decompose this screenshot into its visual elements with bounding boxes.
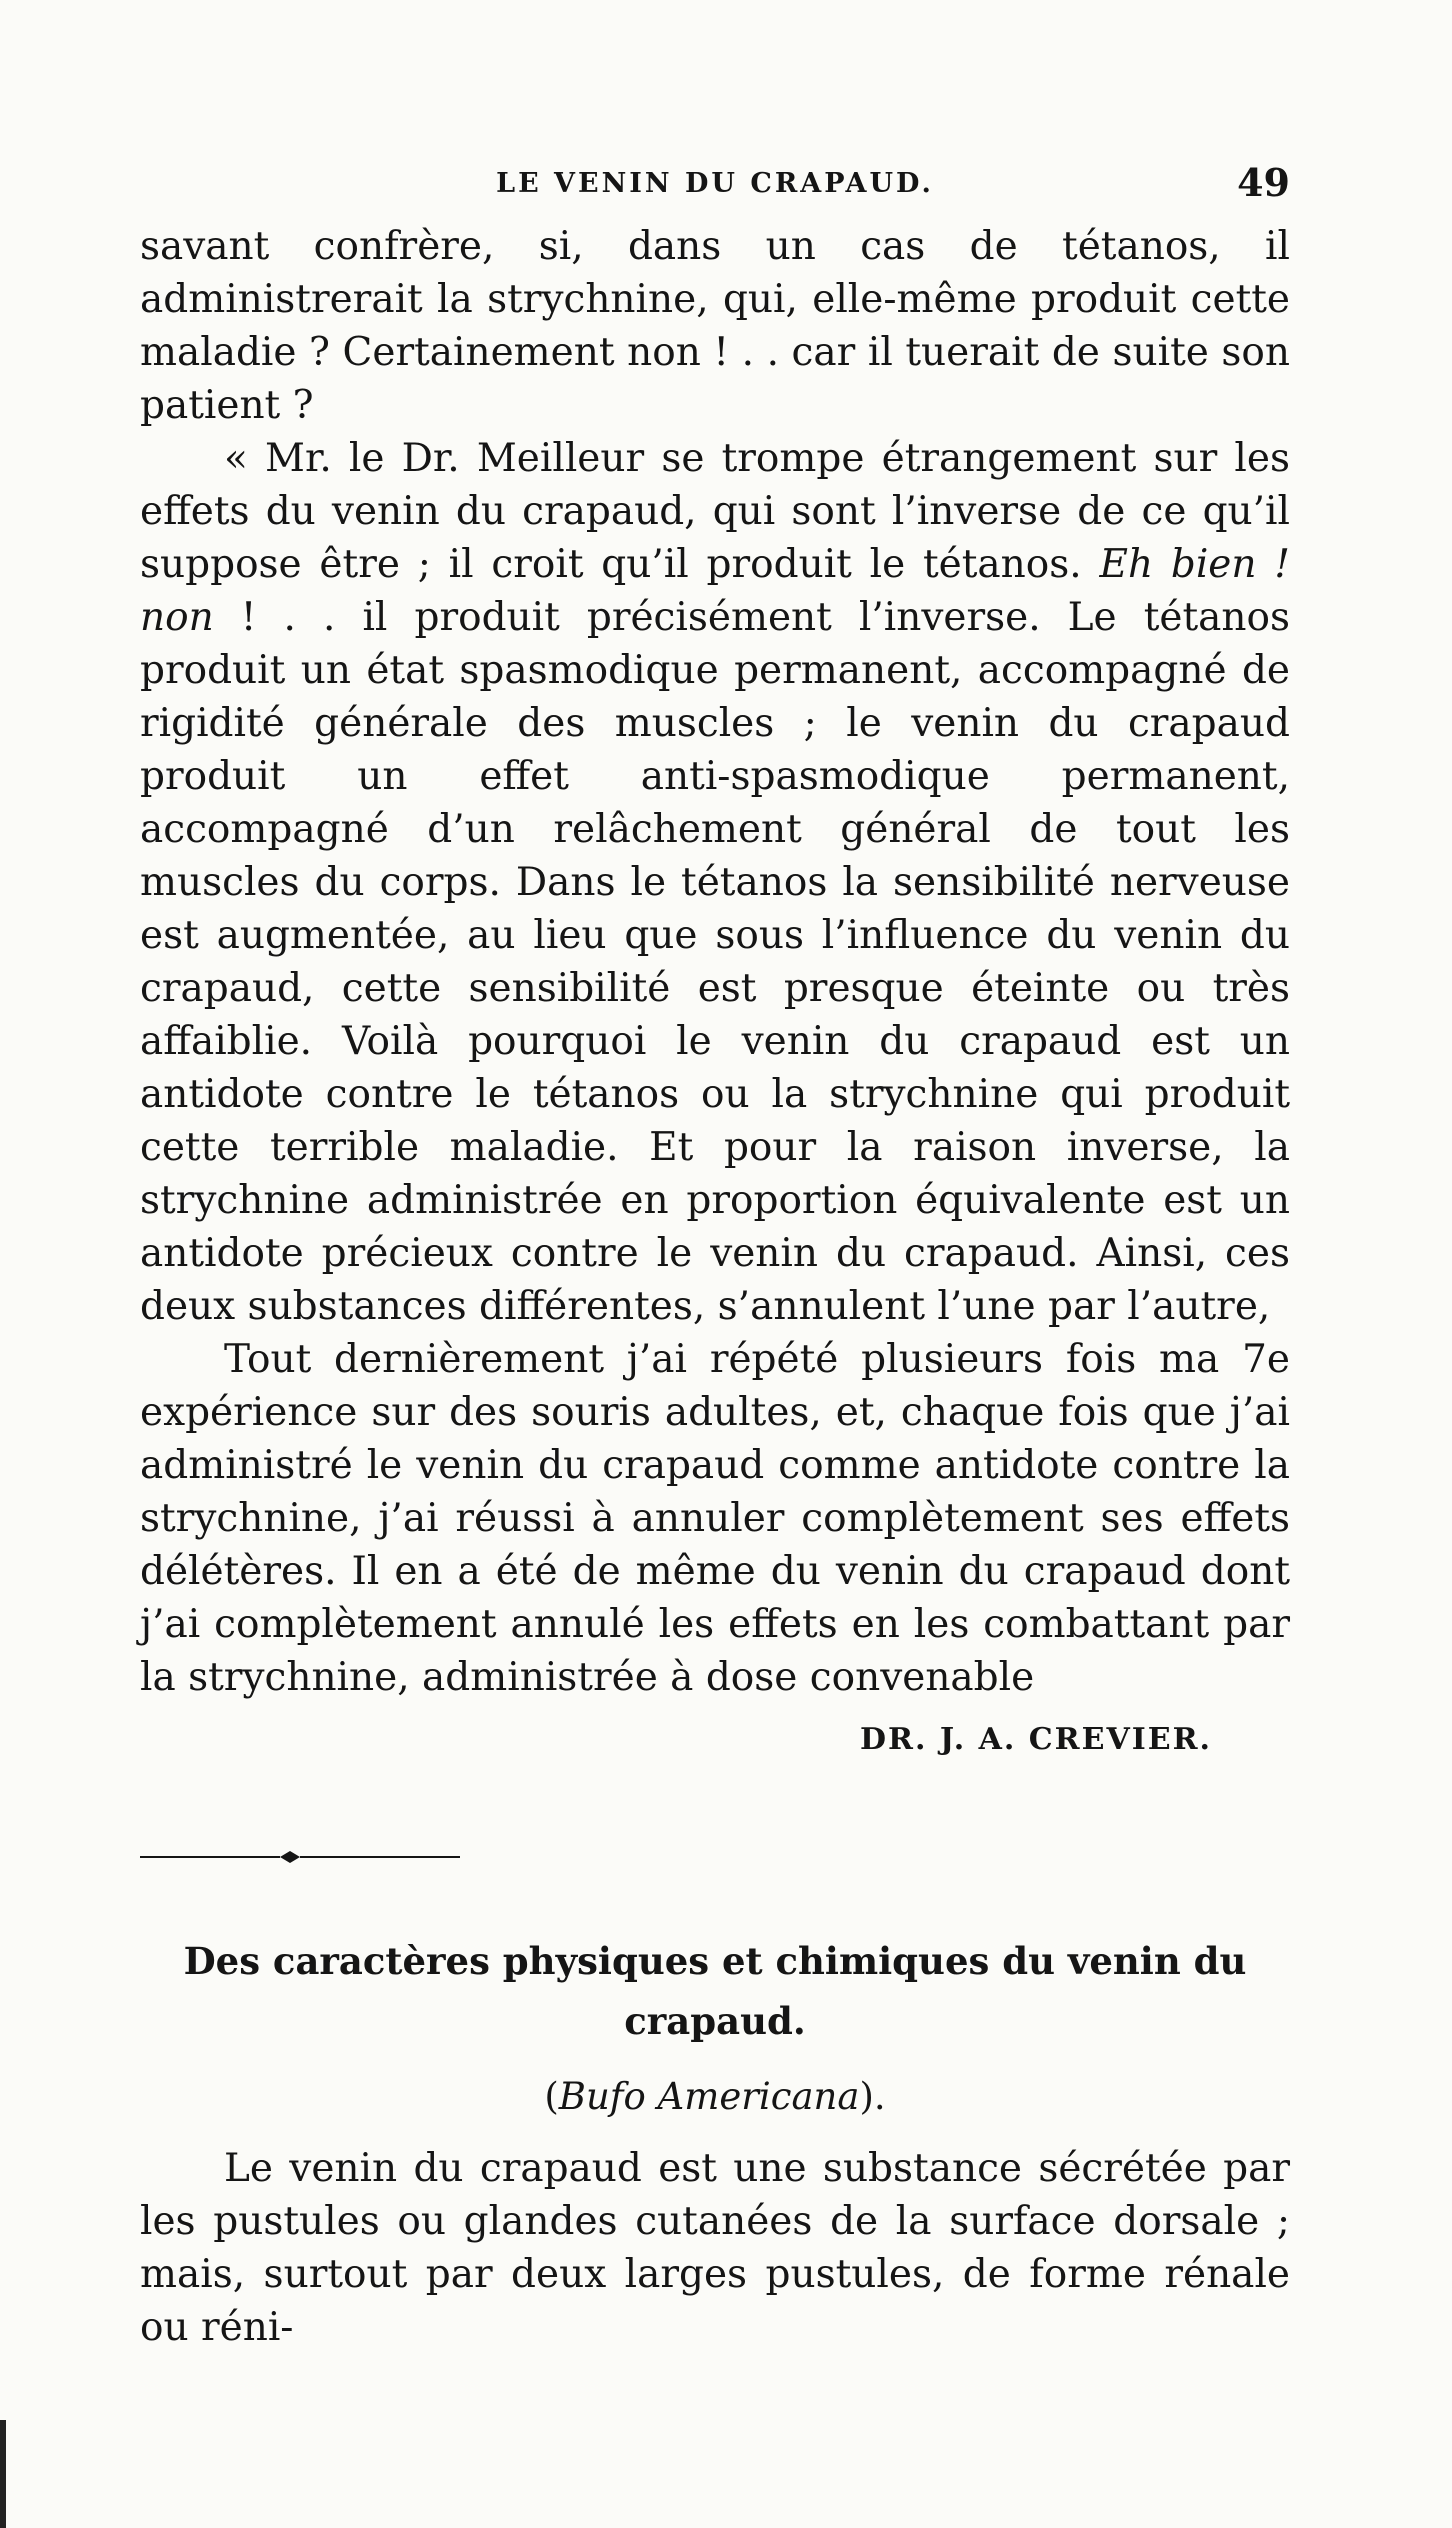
running-head xyxy=(140,150,1290,220)
section-subtitle xyxy=(140,2075,1290,2118)
subtitle-species: Bufo Americana xyxy=(558,2075,860,2118)
book-page xyxy=(140,150,1290,2354)
paragraph-experiment: Tout dernièrement j’ai répété plusieurs fois ma 7e expérience sur des souris adultes, et, chaque fois que j’ai administré le venin du crapaud comme antidote contre la strychnine, j’ai réussi à annuler complètement ses effets délétères. Il en a été de même du venin du crapaud dont j’ai complètement annulé les effets en les combattant par la strychnine, administrée à dose convenable xyxy=(140,1337,1290,1700)
divider-ornament xyxy=(140,1845,460,1869)
section-title xyxy=(140,1931,1290,2051)
subtitle-open-paren: ( xyxy=(544,2075,559,2118)
author-signature: DR. J. A. CREVIER. xyxy=(860,1722,1212,1757)
body-text xyxy=(140,220,1290,1704)
section-body xyxy=(140,2142,1290,2354)
page-number: 49 xyxy=(1237,160,1290,205)
section-title-line-2: crapaud. xyxy=(624,1999,806,2043)
paragraph-continuation: savant confrère, si, dans un cas de tétanos, il administrerait la strychnine, qui, elle-même produit cette maladie ? Certainement non ! . . car il tuerait de suite son patient ? xyxy=(140,224,1290,428)
paragraph-quote xyxy=(140,432,1290,1333)
binding-edge xyxy=(0,2420,6,2528)
section-paragraph: Le venin du crapaud est une substance sécrétée par les pustules ou glandes cutanées de la surface dorsale ; mais, surtout par deux larges pustules, de forme rénale ou réni- xyxy=(140,2146,1290,2350)
quote-emphasis: Eh bien ! non xyxy=(140,542,1290,640)
running-head-title: LE VENIN DU CRAPAUD. xyxy=(496,168,934,199)
quote-text-2: ! . . il produit précisément l’inverse. Le tétanos produit un état spasmodique permanent, accompagné de rigidité générale des muscles ; le venin du crapaud produit un effet anti-spasmodique permanent, accompagné d’un relâchement général de tout les muscles du corps. Dans le tétanos la sensibilité nerveuse est augmentée, au lieu que sous l’influence du venin du crapaud, cette sensibilité est presque éteinte ou très affaiblie. Voilà pourquoi le venin du crapaud est un antidote contre le tétanos ou la strychnine qui produit cette terrible maladie. Et pour la raison inverse, la strychnine administrée en proportion équivalente est un antidote précieux contre le venin du crapaud. Ainsi, ces deux substances différentes, s’annulent l’une par l’autre, xyxy=(140,595,1290,1329)
quote-text-1: « Mr. le Dr. Meilleur se trompe étrangement sur les effets du venin du crapaud, qui sont l’inverse de ce qu’il suppose être ; il croit qu’il produit le tétanos. xyxy=(140,436,1290,587)
subtitle-close-paren: ). xyxy=(859,2075,886,2118)
section-title-line-1: Des caractères physiques et chimiques du venin du xyxy=(183,1939,1247,1983)
